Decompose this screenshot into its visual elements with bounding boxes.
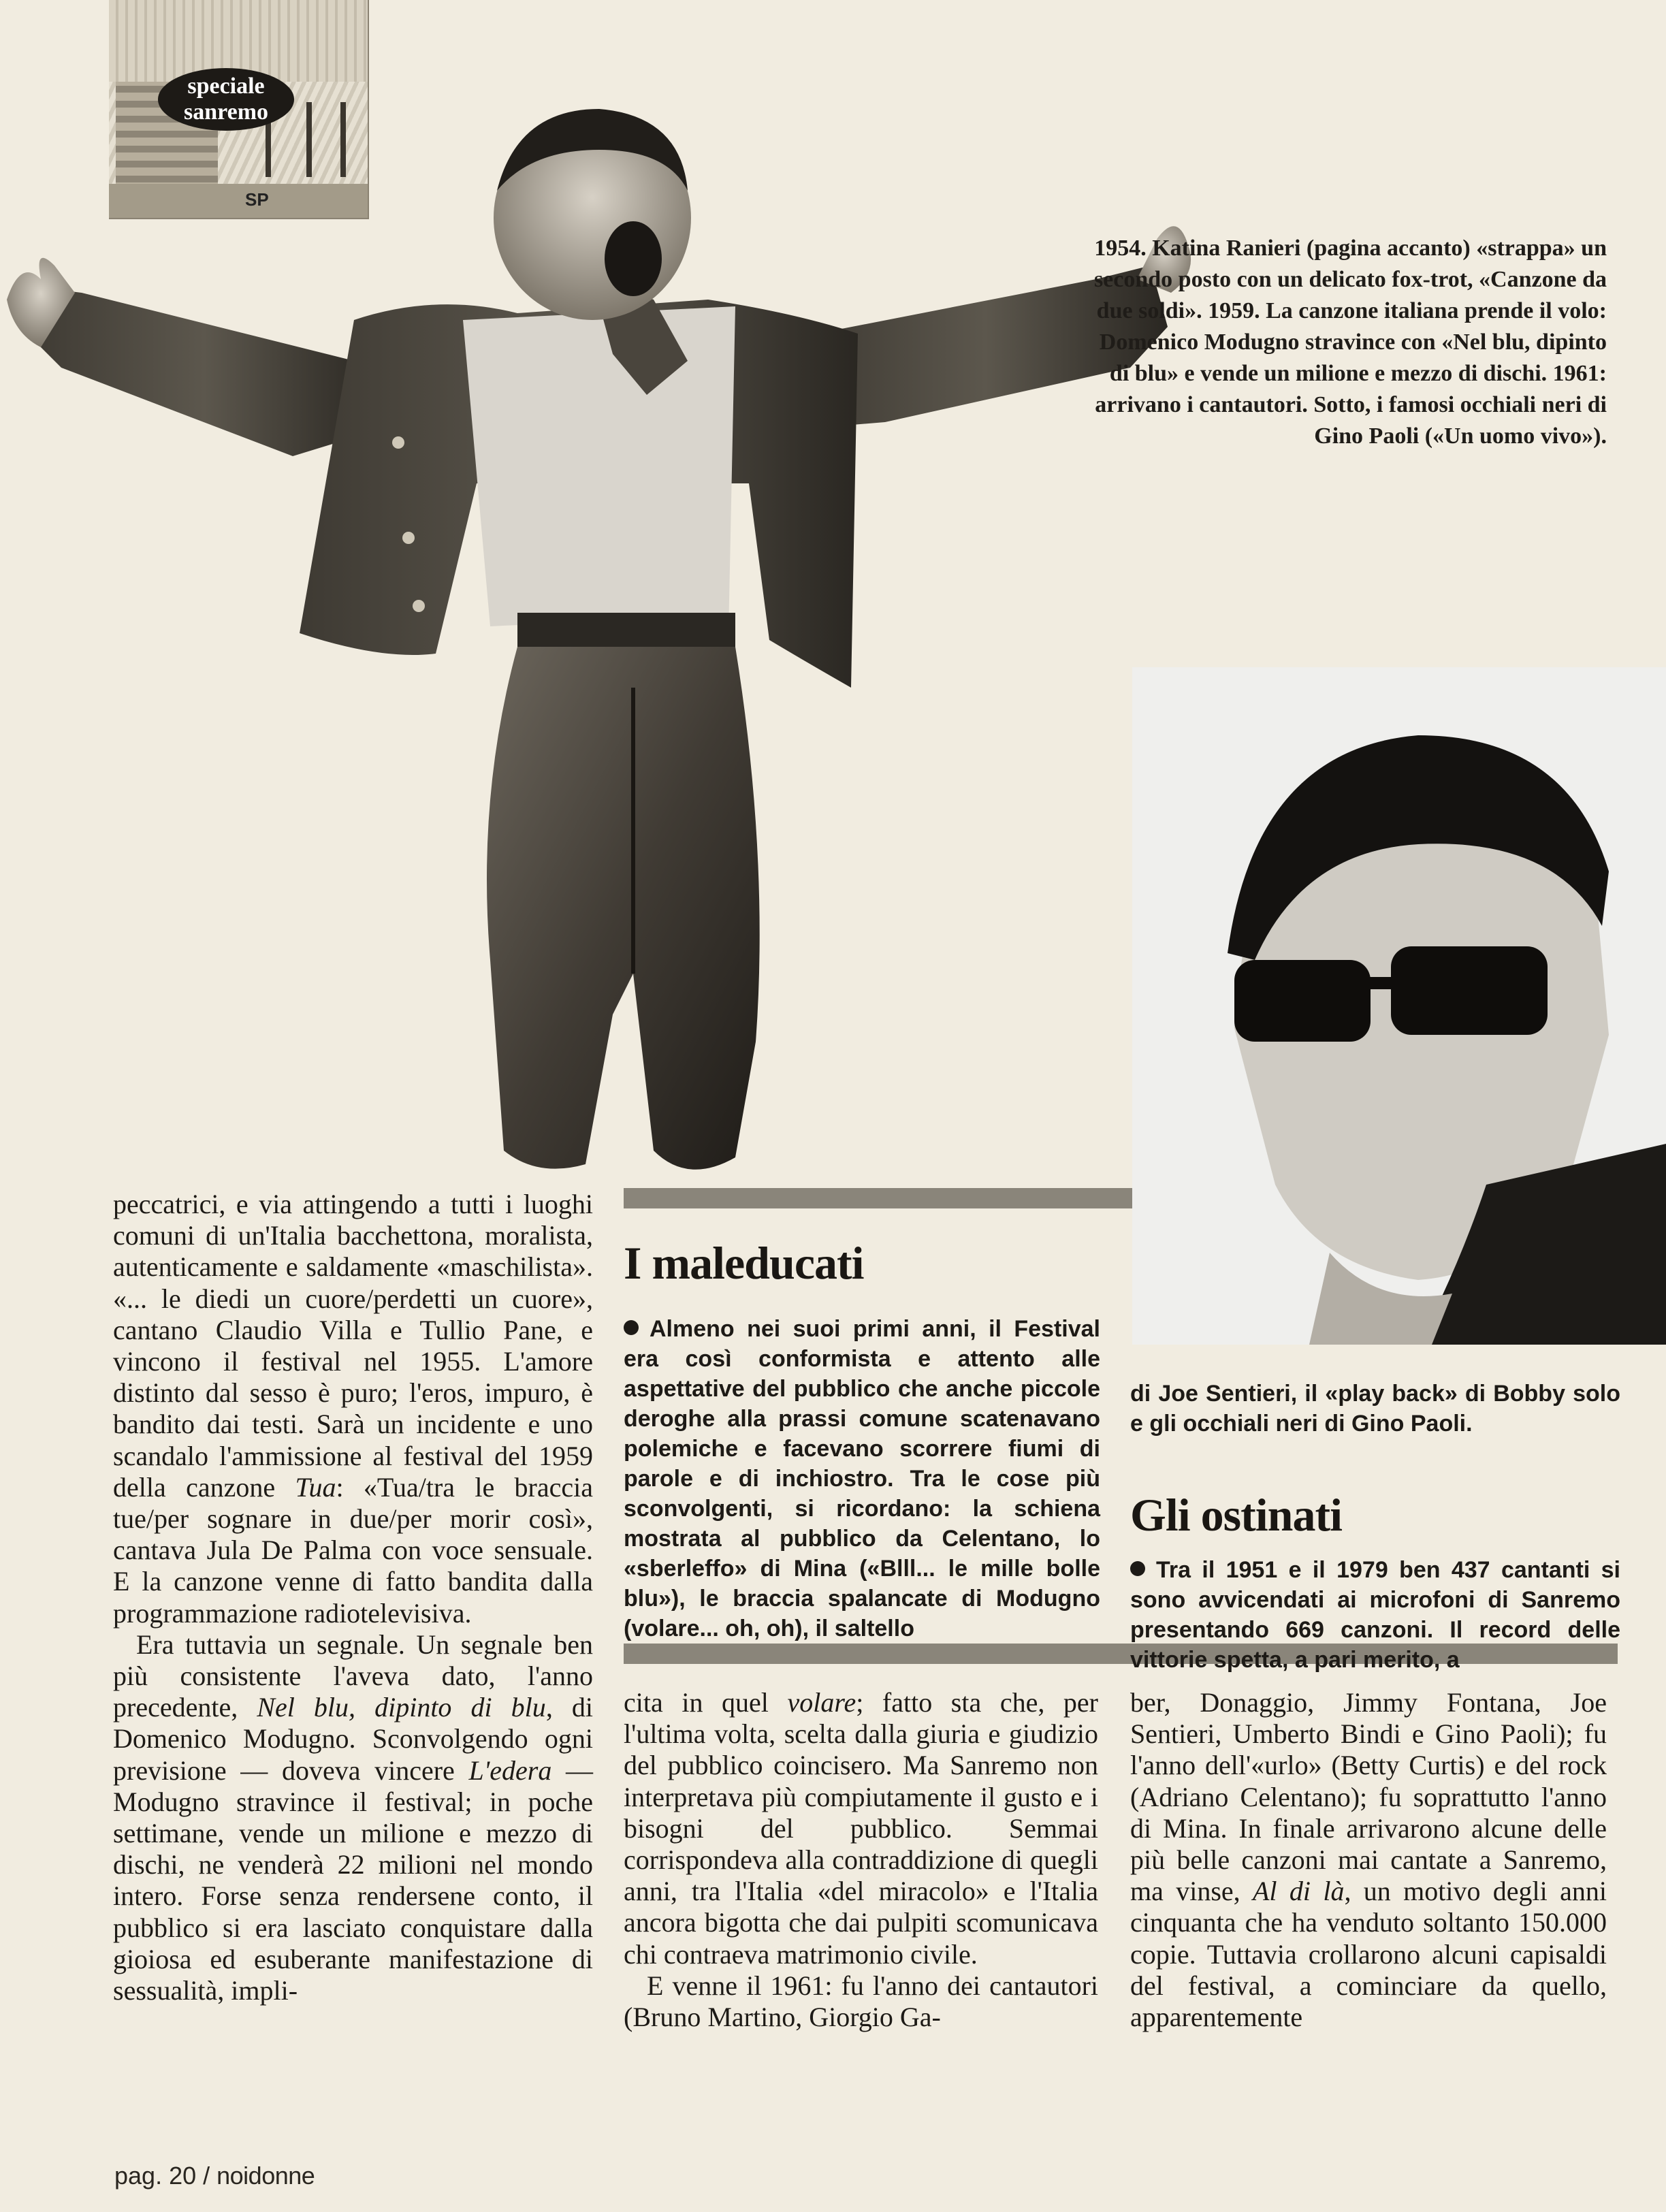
- section-heading: Gli ostinati: [1130, 1489, 1343, 1541]
- paragraph: peccatrici, e via attingendo a tutti i luoghi comuni di un'Italia bacchettona, moralista, autenticamente e saldamente «maschilista». «... le diedi un cuore/perdetti un cuore», cantano Claudio Villa e Tullio Pane, e vincono il festival nel 1955. L'amore distinto dal sesso è puro; l'eros, impuro, è bandito dai testi. Sarà un incidente e uno scandalo l'ammissione al festival del 1959 della canzone Tua: «Tua/tra le braccia tue/per sognare in due/per morir così», cantava Jula De Palma con voce sensuale. E la canzone venne di fatto bandita dalla programmazione radiotelevisiva.: [113, 1189, 594, 1629]
- page-folio: [114, 2162, 315, 2190]
- section-lead: Almeno nei suoi primi anni, il Festival era così conformista e attento alle aspettative del pubblico che anche piccole deroghe alla prassi comune scatenavano polemiche e facevano scorrere fiumi di parole e di inchiostro. Tra le cose più sconvolgenti, si ricordano: la schiena mostrata al pubblico da Celentano, lo «sberleffo» di Mina («Blll... le mille bolle blu»), le braccia spalancate di Modugno (volare... oh, oh), il saltello: [624, 1314, 1100, 1644]
- section-maleducati: [624, 1239, 1100, 1644]
- paragraph: cita in quel volare; fatto sta che, per l'ultima volta, scelta dalla giuria e giudizio del pubblico coincisero. Ma Sanremo non interpretava più compiutamente il gusto e i bisogni del pubblico. Semmai corrispondeva alla contraddizione di quegli anni, tra l'Italia «del miracolo» e l'Italia ancora bigotta che dai pulpiti scomunicava chi contraeva matrimonio civile.: [624, 1687, 1098, 1970]
- paragraph: E venne il 1961: fu l'anno dei cantautori (Bruno Martino, Giorgio Ga-: [624, 1970, 1098, 2033]
- section-lead: Tra il 1951 e il 1979 ben 437 cantanti si sono avvicendati ai microfoni di Sanremo presentando 669 canzoni. Il record delle vittorie spetta, a pari merito, a: [1130, 1555, 1620, 1675]
- photo-caption: 1954. Katina Ranieri (pagina accanto) «strappa» un secondo posto con un delicato fox-trot, «Canzone da due soldi». 1959. La canzone italiana prende il volo: Domenico Modugno stravince con «Nel blu, dipinto di blu» e vende un milione e mezzo di dischi. 1961: arrivano i cantautori. Sotto, i famosi occhiali neri di Gino Paoli («Un uomo vivo»).: [1093, 236, 1607, 449]
- section-rule: [624, 1188, 1132, 1208]
- badge-label: speciale sanremo: [158, 68, 294, 131]
- magazine-name: noidonne: [217, 2162, 315, 2190]
- column-1: [113, 1189, 593, 2006]
- section-ostinati: [1130, 1491, 1620, 1675]
- column-2: [624, 1687, 1098, 2033]
- section-heading: I maleducati: [624, 1237, 864, 1289]
- badge-sign: SP: [245, 189, 269, 210]
- column-3: [1130, 1687, 1607, 2033]
- right-continuation: di Joe Sentieri, il «play back» di Bobby solo e gli occhiali neri di Gino Paoli.: [1130, 1381, 1620, 1437]
- photo-modugno-jumping: [0, 75, 1198, 1191]
- photo-gino-paoli: [1132, 667, 1666, 1345]
- paragraph: ber, Donaggio, Jimmy Fontana, Joe Sentieri, Umberto Bindi e Gino Paoli); fu l'anno dell'«urlo» (Betty Curtis) e del rock (Adriano Celentano); fu soprattutto l'anno di Mina. In finale arrivarono alcune delle più belle canzoni mai cantate a Sanremo, ma vinse, Al di là, un motivo degli anni cinquanta che ha venduto soltanto 150.000 copie. Tuttavia crollarono alcuni capisaldi del festival, a cominciare da quello, apparentemente: [1130, 1687, 1607, 2033]
- paragraph: Era tuttavia un segnale. Un segnale ben più consistente l'aveva dato, l'anno precedente, Nel blu, dipinto di blu, di Domenico Modugno. Sconvolgendo ogni previsione — doveva vincere L'edera — Modugno stravince il festival; in poche settimane, vende un milione e mezzo di dischi, ne venderà 22 milioni nel mondo intero. Forse senza rendersene conto, il pubblico si era lasciato conquistare dalla gioiosa ed esuberante manifestazione di sessualità, impli-: [113, 1629, 594, 2006]
- page-number: pag. 20 /: [114, 2162, 210, 2190]
